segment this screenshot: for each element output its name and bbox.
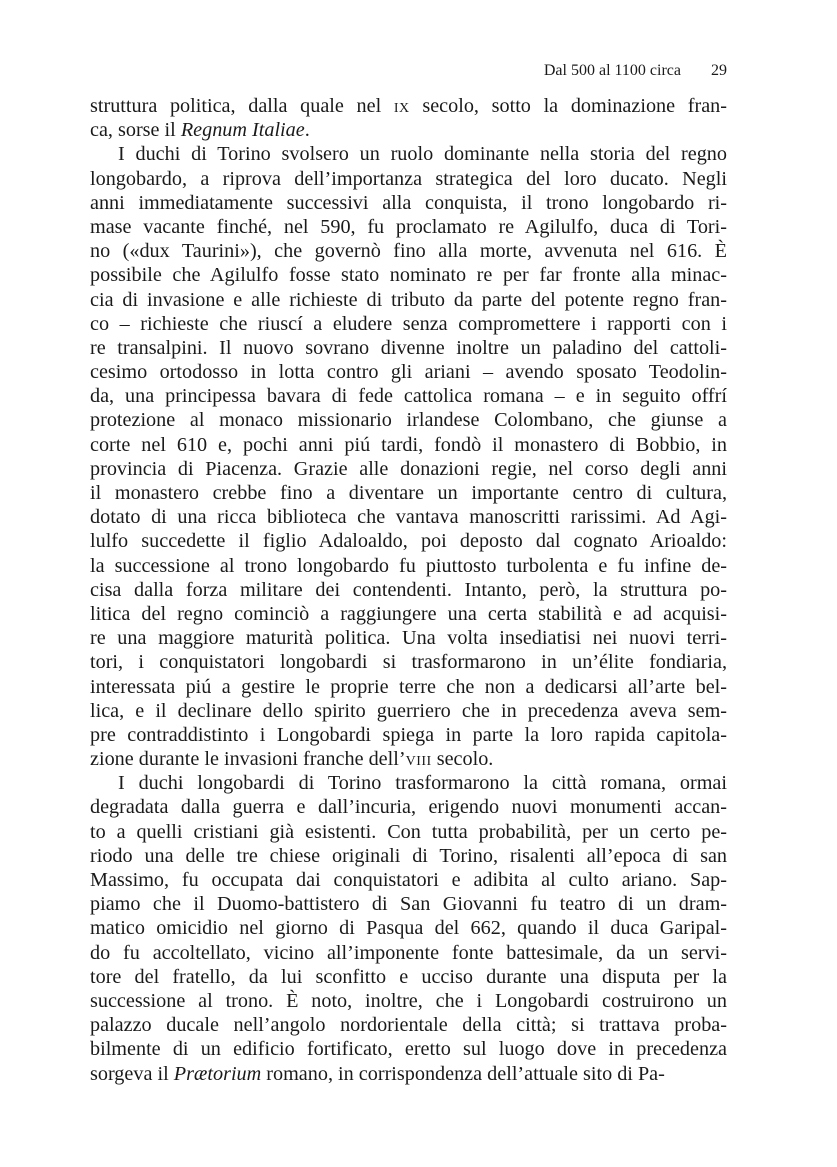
text-line: anni immediatamente successivi alla conquista, il trono longobardo ri- xyxy=(90,191,727,214)
text-line: cesimo ortodosso in lotta contro gli ariani – avendo sposato Teodolin- xyxy=(90,361,727,384)
text-line: da, una principessa bavara di fede cattolica romana – e in seguito offrí xyxy=(90,385,727,408)
text-line: bilmente di un edificio fortificato, eretto sul luogo dove in precedenza xyxy=(90,1038,727,1061)
running-title: Dal 500 al 1100 circa xyxy=(543,62,681,79)
page-number: 29 xyxy=(711,62,727,79)
text-line: to a quelli cristiani già esistenti. Con tutta probabilità, per un certo pe- xyxy=(90,820,727,843)
text-line: protezione al monaco missionario irlandese Colombano, che giunse a xyxy=(90,409,727,432)
text-line: I duchi longobardi di Torino trasformarono la città romana, ormai xyxy=(118,772,727,795)
text-line: corte nel 610 e, pochi anni piú tardi, fondò il monastero di Bobbio, in xyxy=(90,433,727,456)
text-line: dotato di una ricca biblioteca che vantava manoscritti rarissimi. Ad Agi- xyxy=(90,506,727,529)
text-line: cisa dalla forza militare dei contendenti. Intanto, però, la struttura po- xyxy=(90,578,727,601)
paragraph xyxy=(90,94,727,142)
text-line: re una maggiore maturità politica. Una volta insediatisi nei nuovi terri- xyxy=(90,627,727,650)
text-line: interessata piú a gestire le proprie terre che non a dedicarsi all’arte bel- xyxy=(90,675,727,698)
paragraph xyxy=(90,142,727,771)
text-line: Massimo, fu occupata dai conquistatori e adibita al culto ariano. Sap- xyxy=(90,869,727,891)
text-line: provincia di Piacenza. Grazie alle donazioni regie, nel corso degli anni xyxy=(90,457,727,480)
text-line: successione al trono. È noto, inoltre, che i Longobardi costruirono un xyxy=(90,989,727,1012)
text-line: tori, i conquistatori longobardi si trasformarono in un’élite fondiaria, xyxy=(90,651,727,674)
text-line: longobardo, a riprova dell’importanza strategica del loro ducato. Negli xyxy=(90,167,727,190)
text-line: matico omicidio nel giorno di Pasqua del 662, quando il duca Garipal- xyxy=(90,917,727,940)
text-line: lulfo succedette il figlio Adaloaldo, poi deposto dal cognato Arioaldo: xyxy=(90,530,727,553)
text-line: sorgeva il Prætorium romano, in corrispondenza dell’attuale sito di Pa- xyxy=(90,1062,665,1085)
text-line: litica del regno cominciò a raggiungere una certa stabilità e ad acquisi- xyxy=(90,602,727,625)
text-line: possibile che Agilulfo fosse stato nominato re per far fronte alla minac- xyxy=(90,264,727,287)
text-line: tore del fratello, da lui sconfitto e ucciso durante una disputa per la xyxy=(90,965,727,988)
running-head xyxy=(90,62,727,86)
text-line: palazzo ducale nell’angolo nordorientale della città; si trattava proba- xyxy=(90,1014,727,1037)
text-line: degradata dalla guerra e dall’incuria, erigendo nuovi monumenti accan- xyxy=(90,796,727,819)
text-line: lica, e il declinare dello spirito guerriero che in precedenza aveva sem- xyxy=(90,699,727,722)
text-line: no («dux Taurini»), che governò fino alla morte, avvenuta nel 616. È xyxy=(90,240,727,263)
text-line: piamo che il Duomo-battistero di San Giovanni fu teatro di un dram- xyxy=(90,893,727,916)
text-line: do fu accoltellato, vicino all’imponente fonte battesimale, da un servi- xyxy=(90,941,727,964)
text-line: il monastero crebbe fino a diventare un importante centro di cultura, xyxy=(90,482,727,504)
body-text xyxy=(90,94,727,1086)
text-line: co – richieste che riuscí a eludere senza compromettere i rapporti con i xyxy=(90,312,727,335)
text-line: pre contraddistinto i Longobardi spiega in parte la loro rapida capitola- xyxy=(90,723,727,746)
text-line: cia di invasione e alle richieste di tributo da parte del potente regno fran- xyxy=(90,288,727,311)
text-line: la successione al trono longobardo fu piuttosto turbolenta e fu infine de- xyxy=(90,554,727,577)
text-line: mase vacante finché, nel 590, fu proclamato re Agilulfo, duca di Tori- xyxy=(90,215,727,238)
text-line: zione durante le invasioni franche dell’viii secolo. xyxy=(90,748,494,771)
text-line: ca, sorse il Regnum Italiae. xyxy=(90,119,310,142)
text-line: re transalpini. Il nuovo sovrano divenne inoltre un paladino del cattoli- xyxy=(90,336,727,359)
paragraph xyxy=(90,771,727,1085)
text-line: I duchi di Torino svolsero un ruolo dominante nella storia del regno xyxy=(118,143,727,166)
text-line: struttura politica, dalla quale nel ix secolo, sotto la dominazione fran- xyxy=(90,95,727,117)
text-line: riodo una delle tre chiese originali di Torino, risalenti all’epoca di san xyxy=(90,844,727,867)
